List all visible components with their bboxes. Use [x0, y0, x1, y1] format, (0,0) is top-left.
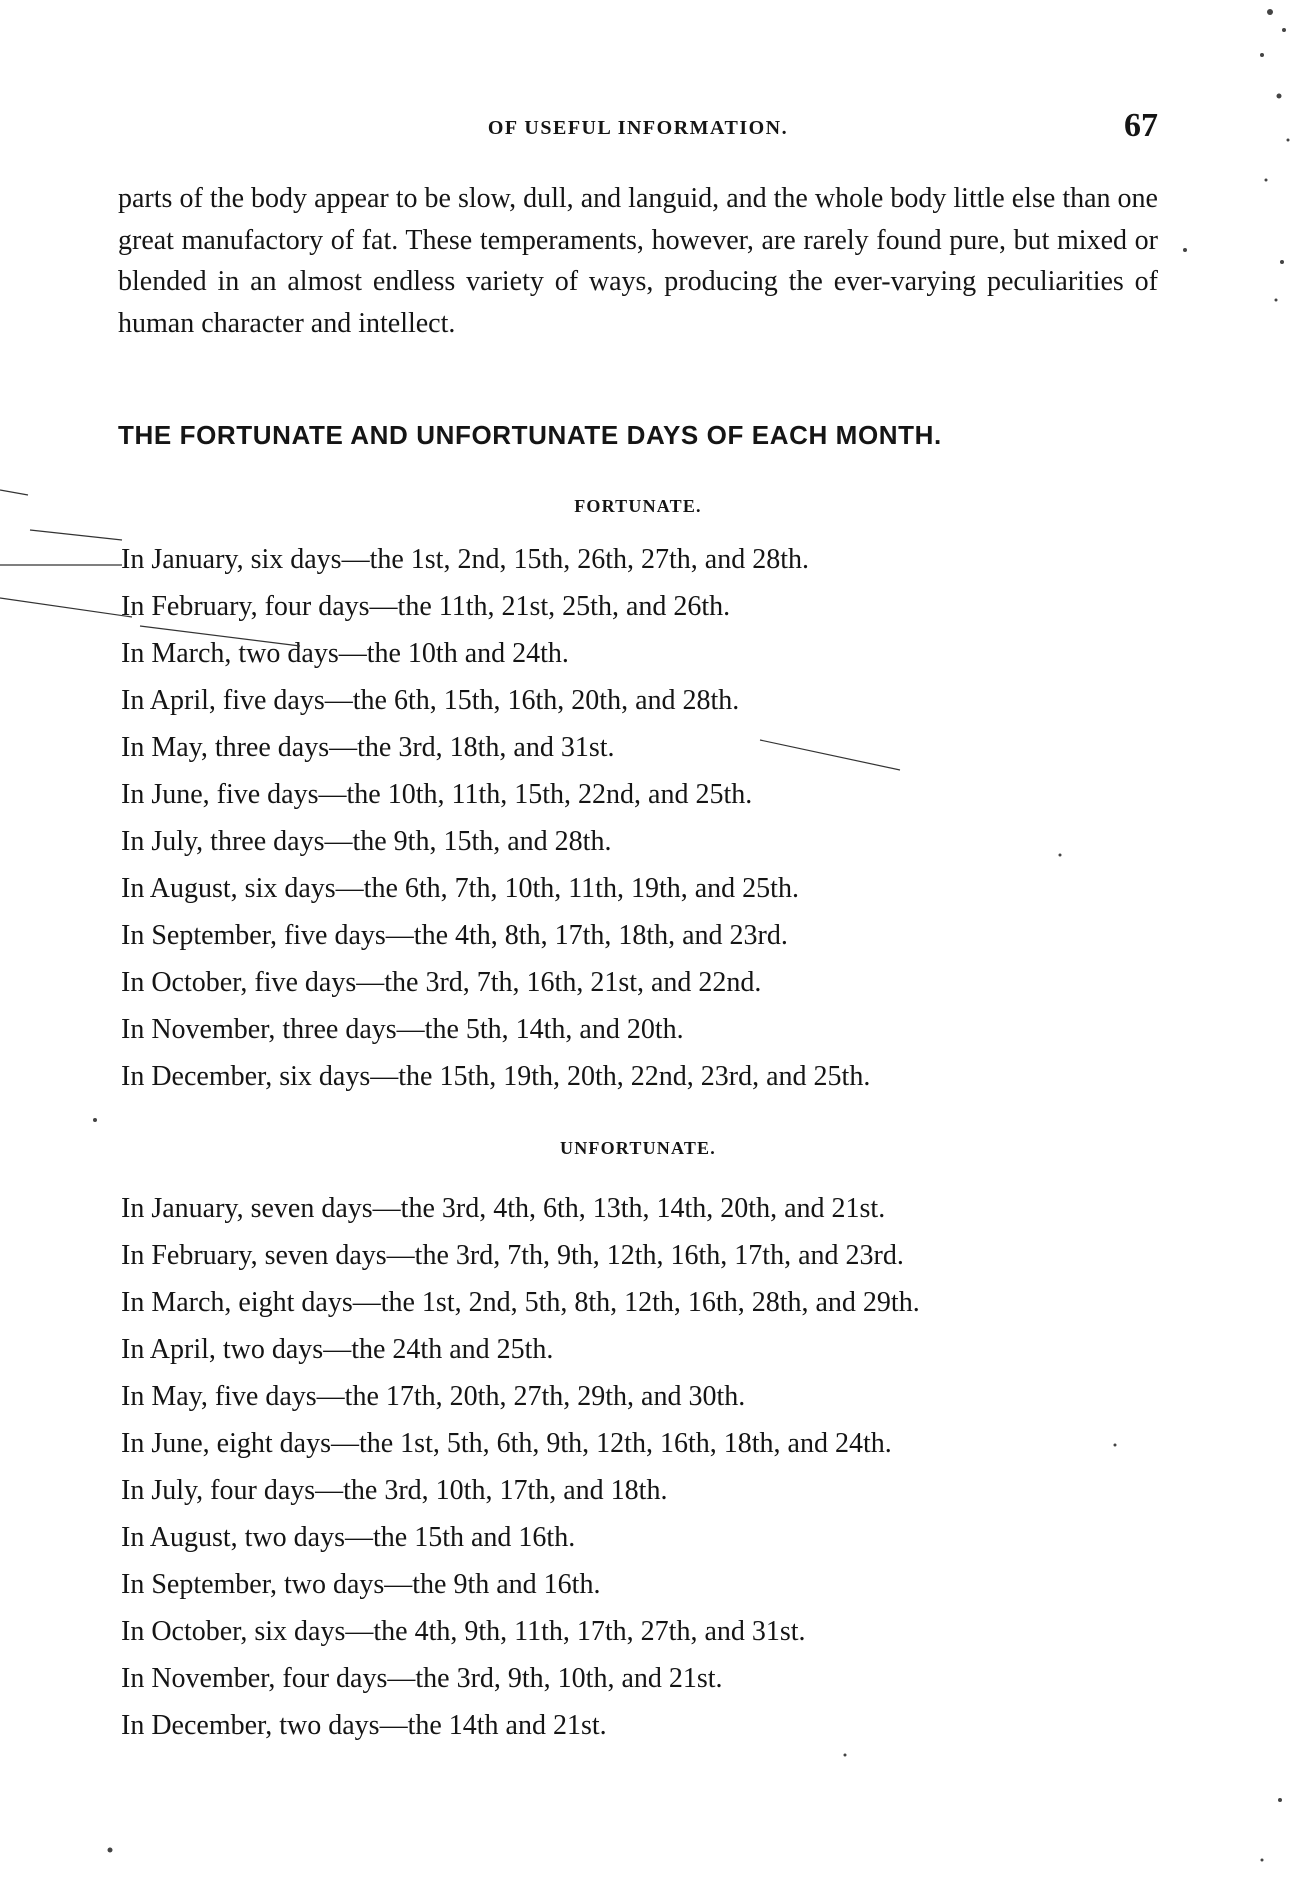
fortunate-subheading: FORTUNATE. — [574, 496, 702, 516]
speck — [1260, 53, 1264, 57]
unfortunate-may: In May, five days—the 17th, 20th, 27th, 29th, and 30th. — [121, 1381, 746, 1412]
unfortunate-august: In August, two days—the 15th and 16th. — [121, 1522, 576, 1553]
fortunate-august: In August, six days—the 6th, 7th, 10th, 11th, 19th, and 25th. — [121, 873, 799, 904]
unfortunate-march: In March, eight days—the 1st, 2nd, 5th, 8th, 12th, 16th, 28th, and 29th. — [121, 1287, 920, 1318]
speck — [93, 1118, 97, 1122]
speck — [1265, 179, 1268, 182]
stray-line — [0, 490, 28, 495]
unfortunate-april: In April, two days—the 24th and 25th. — [121, 1334, 554, 1365]
speck — [1287, 139, 1290, 142]
speck — [1280, 260, 1284, 264]
speck — [1275, 299, 1278, 302]
speck — [844, 1754, 847, 1757]
speck — [1261, 1859, 1264, 1862]
fortunate-january: In January, six days—the 1st, 2nd, 15th, 26th, 27th, and 28th. — [121, 544, 810, 575]
unfortunate-july: In July, four days—the 3rd, 10th, 17th, and 18th. — [121, 1475, 668, 1506]
unfortunate-june: In June, eight days—the 1st, 5th, 6th, 9th, 12th, 16th, 18th, and 24th. — [121, 1428, 892, 1459]
intro-paragraph-block — [118, 178, 1158, 344]
running-head — [118, 107, 1158, 153]
speck — [1183, 248, 1187, 252]
fortunate-september: In September, five days—the 4th, 8th, 17th, 18th, and 23rd. — [121, 920, 788, 951]
fortunate-october: In October, five days—the 3rd, 7th, 16th, 21st, and 22nd. — [121, 967, 762, 998]
unfortunate-subheading: UNFORTUNATE. — [560, 1138, 716, 1158]
fortunate-days-list — [121, 536, 1181, 1100]
fortunate-february: In February, four days—the 11th, 21st, 25th, and 26th. — [121, 591, 731, 622]
fortunate-may: In May, three days—the 3rd, 18th, and 31st. — [121, 732, 615, 763]
unfortunate-january: In January, seven days—the 3rd, 4th, 6th, 13th, 14th, 20th, and 21st. — [121, 1193, 886, 1224]
fortunate-july: In July, three days—the 9th, 15th, and 28th. — [121, 826, 612, 857]
running-title: OF USEFUL INFORMATION. — [487, 117, 789, 139]
fortunate-december: In December, six days—the 15th, 19th, 20th, 22nd, 23rd, and 25th. — [121, 1061, 871, 1092]
speck — [1267, 9, 1273, 15]
stray-line — [0, 598, 132, 617]
speck — [1282, 28, 1286, 32]
unfortunate-days-list — [121, 1185, 1181, 1749]
fortunate-november: In November, three days—the 5th, 14th, and 20th. — [121, 1014, 684, 1045]
fortunate-june: In June, five days—the 10th, 11th, 15th, 22nd, and 25th. — [121, 779, 753, 810]
fortunate-march: In March, two days—the 10th and 24th. — [121, 638, 569, 669]
section-heading: THE FORTUNATE AND UNFORTUNATE DAYS OF EACH MONTH. — [118, 420, 942, 450]
unfortunate-october: In October, six days—the 4th, 9th, 11th, 17th, 27th, and 31st. — [121, 1616, 806, 1647]
unfortunate-november: In November, four days—the 3rd, 9th, 10th, and 21st. — [121, 1663, 723, 1694]
unfortunate-february: In February, seven days—the 3rd, 7th, 9th, 12th, 16th, 17th, and 23rd. — [121, 1240, 904, 1271]
speck — [1277, 94, 1282, 99]
intro-paragraph: parts of the body appear to be slow, dull, and languid, and the whole body little else than one great manufactory of fat. These temperaments, however, are rarely found pure, but mixed or blended in an almost endless variety of ways, producing the ever-varying peculiarities of human character and intellect. — [118, 183, 1158, 339]
unfortunate-september: In September, two days—the 9th and 16th. — [121, 1569, 601, 1600]
speck — [108, 1848, 113, 1853]
unfortunate-december: In December, two days—the 14th and 21st. — [121, 1710, 607, 1741]
page-number: 67 — [1124, 107, 1158, 144]
fortunate-april: In April, five days—the 6th, 15th, 16th, 20th, and 28th. — [121, 685, 740, 716]
stray-line — [30, 530, 122, 540]
speck — [1278, 1798, 1282, 1802]
